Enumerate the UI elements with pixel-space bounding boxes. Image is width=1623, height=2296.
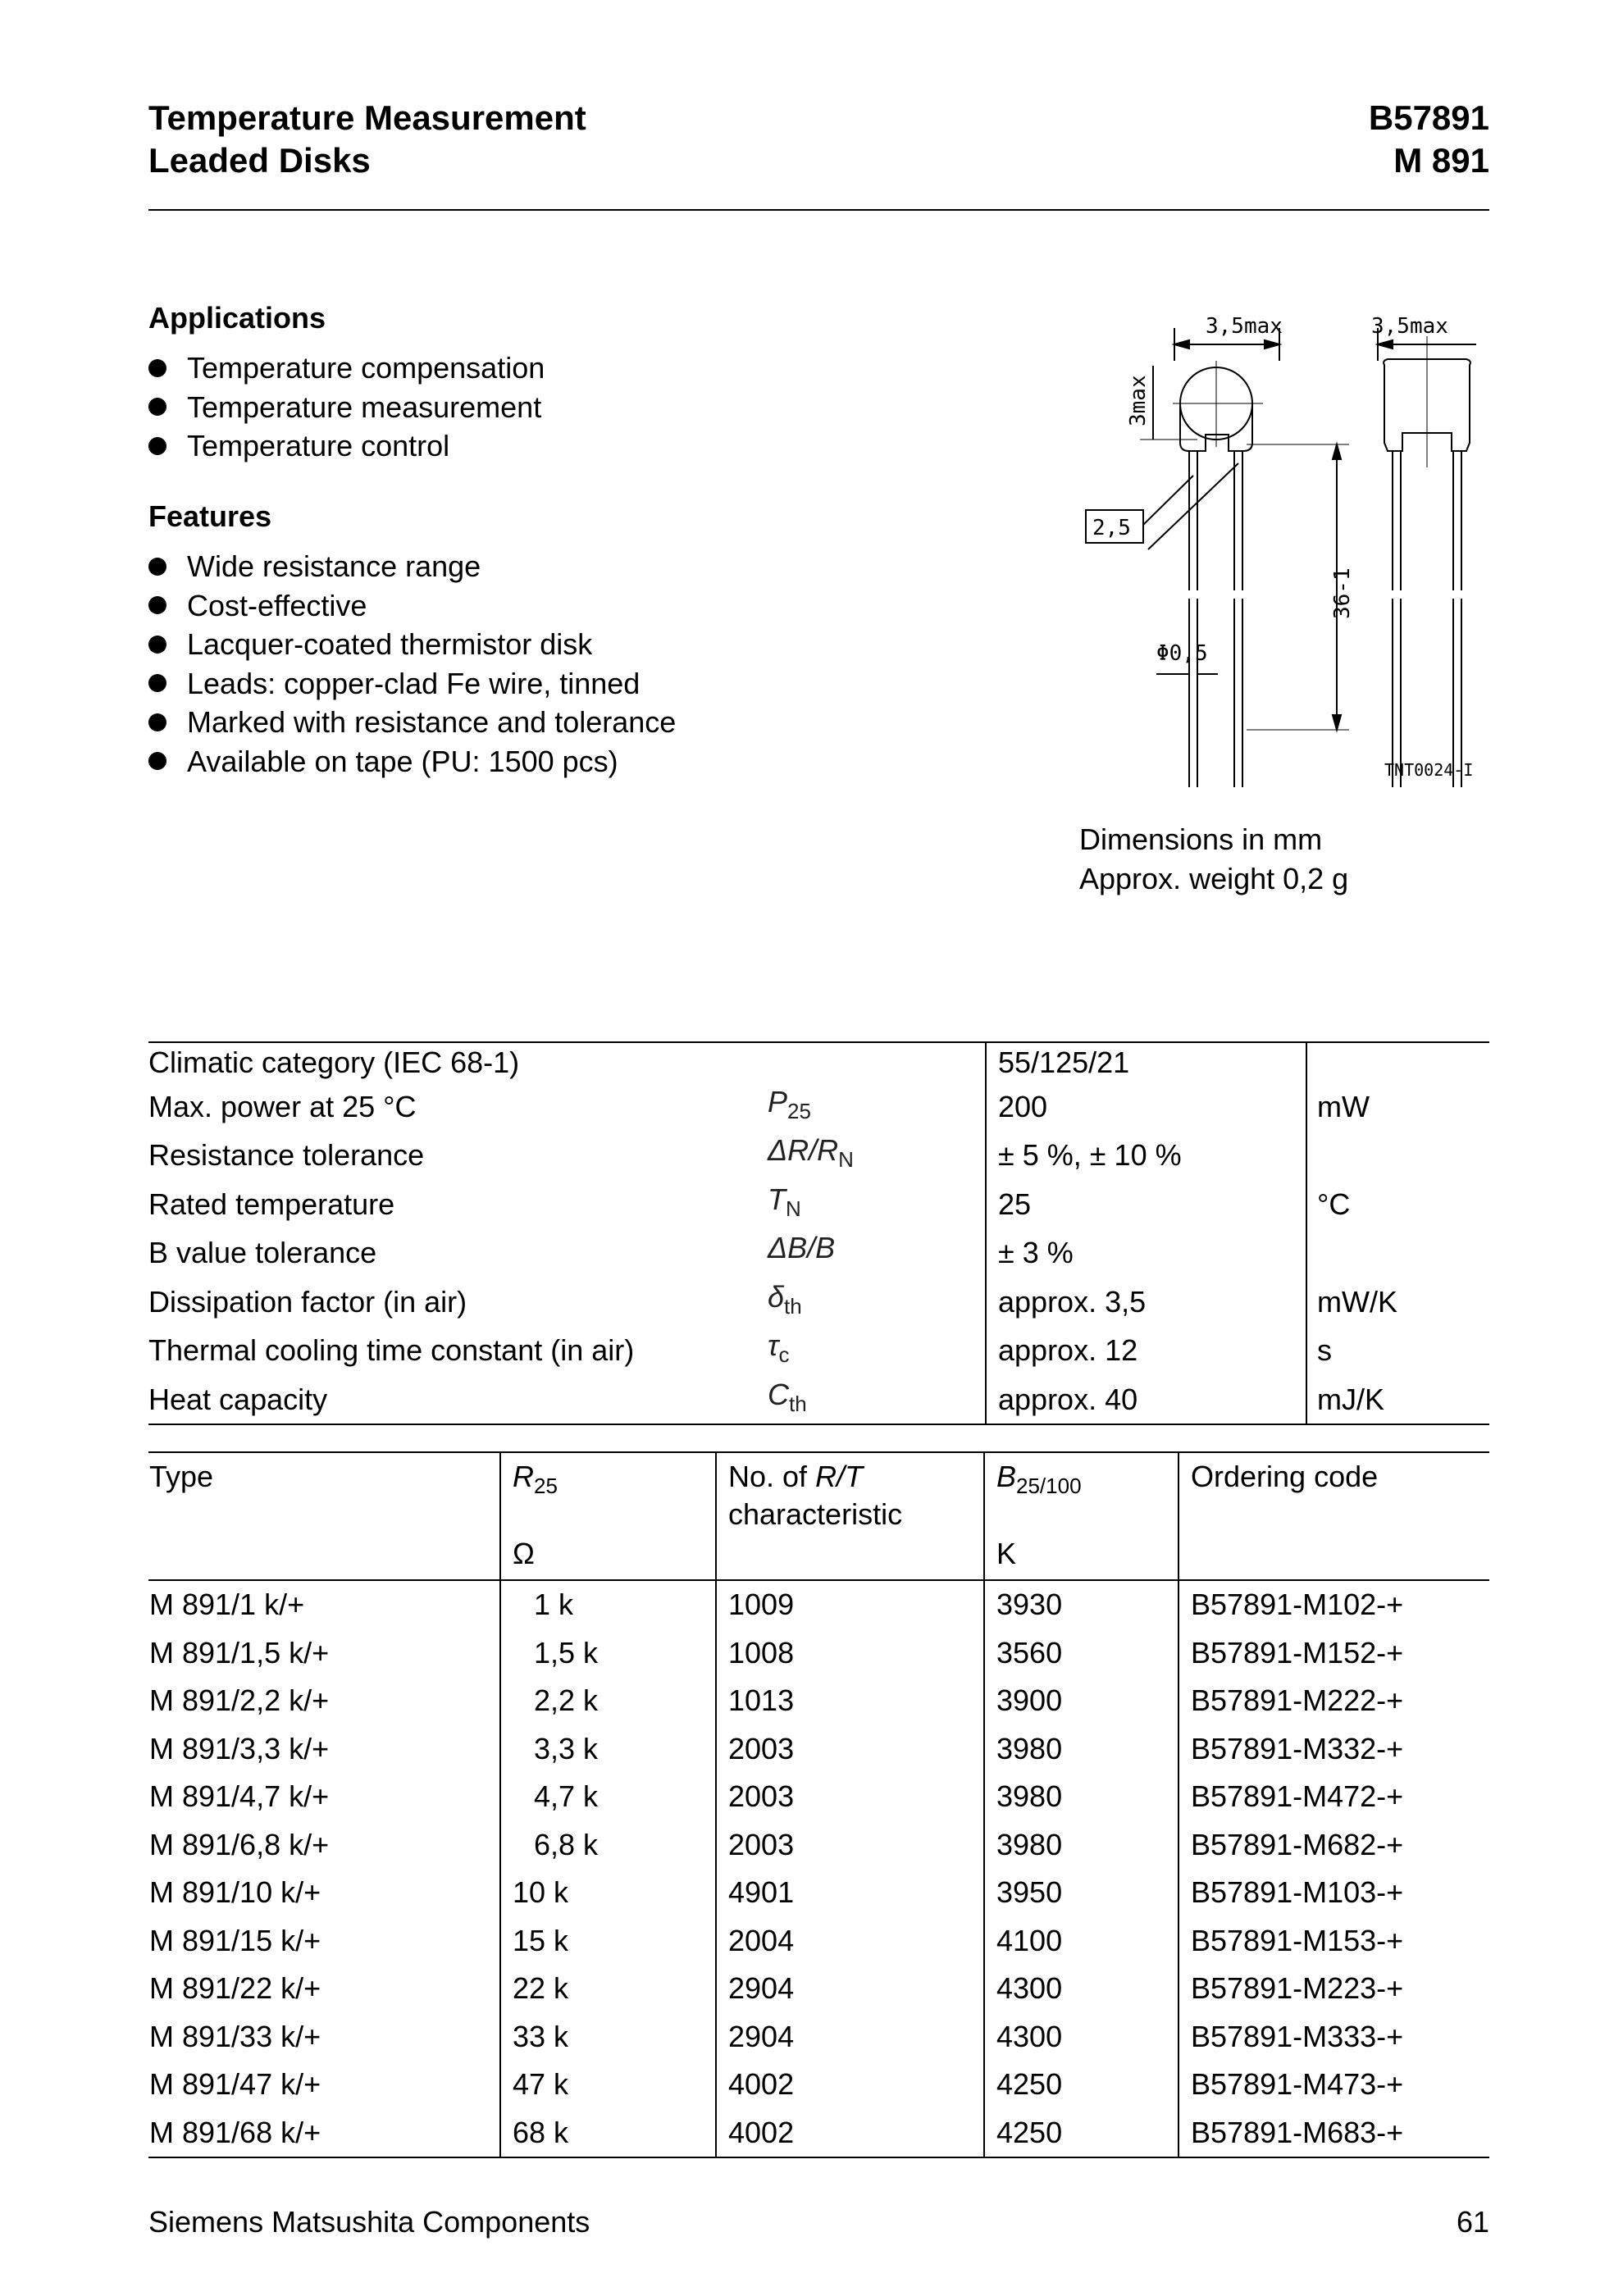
unit-kelvin: K (984, 1534, 1178, 1580)
dim-width-front-label: 3,5max (1206, 314, 1283, 339)
table-row (148, 1278, 1489, 1327)
features-heading: Features (148, 499, 272, 533)
bullet-icon (148, 713, 166, 731)
spec-symbol: ΔB/B (768, 1231, 836, 1264)
bullet-icon (148, 437, 166, 455)
table-row: M 891/3,3 k/+ 3,3 k 2003 3980 B57891-M332-+ (148, 1725, 1489, 1774)
list-item: Temperature measurement (148, 388, 545, 427)
spec-symbol: $\tau_c$ (768, 1328, 790, 1367)
arrow-icon (1333, 444, 1341, 459)
spec-value: 55/125/21 (986, 1042, 1306, 1082)
code-line-2: M 891 (1393, 141, 1489, 180)
arrow-icon (1265, 340, 1279, 348)
list-item: Cost-effective (148, 586, 676, 626)
page-number: 61 (1456, 2205, 1489, 2239)
table-row: M 891/10 k/+ 10 k 4901 3950 B57891-M103-+ (148, 1869, 1489, 1917)
dim-height-label: 3max (1126, 375, 1151, 426)
table-row: M 891/4,7 k/+ 4,7 k 2003 3980 B57891-M472-+ (148, 1773, 1489, 1821)
spec-symbol: $\Delta R/R_N$ (768, 1133, 854, 1172)
spec-param: Rated temperature (148, 1187, 395, 1221)
spec-unit: s (1306, 1326, 1489, 1375)
bullet-icon (148, 674, 166, 692)
table-row: M 891/22 k/+ 22 k 2904 4300 B57891-M223-+ (148, 1965, 1489, 2013)
dimensions-unit-text: Dimensions in mm (1079, 822, 1323, 856)
title-line-1: Temperature Measurement (148, 98, 586, 137)
spec-value: approx. 40 (986, 1375, 1306, 1425)
spec-value: 25 (986, 1180, 1306, 1229)
bullet-icon (148, 558, 166, 576)
spec-symbol (768, 1042, 986, 1082)
dimensions-note (1079, 820, 1348, 899)
list-item: Leads: copper-clad Fe wire, tinned (148, 664, 676, 704)
spec-param: Dissipation factor (in air) (148, 1284, 467, 1319)
spec-unit (1306, 1042, 1489, 1082)
table-row (148, 1131, 1489, 1180)
title-line-2: Leaded Disks (148, 141, 371, 180)
table-row: M 891/1,5 k/+ 1,5 k 1008 3560 B57891-M152-+ (148, 1629, 1489, 1678)
table-row (148, 1042, 1489, 1082)
table-unit-row (148, 1534, 1489, 1580)
spec-value: approx. 3,5 (986, 1278, 1306, 1327)
list-item: Available on tape (PU: 1500 pcs) (148, 742, 676, 781)
spec-value: ± 3 % (986, 1228, 1306, 1278)
list-item: Marked with resistance and tolerance (148, 703, 676, 742)
table-row: M 891/6,8 k/+ 6,8 k 2003 3980 B57891-M682-+ (148, 1821, 1489, 1870)
spec-param: Resistance tolerance (148, 1138, 425, 1172)
code-line-1: B57891 (1368, 98, 1489, 137)
spec-unit: °C (1306, 1180, 1489, 1229)
product-code (1369, 97, 1489, 182)
spec-unit: mW (1306, 1082, 1489, 1132)
arrow-icon (1333, 715, 1341, 730)
bullet-icon (148, 636, 166, 654)
list-item: Wide resistance range (148, 547, 676, 586)
table-row (148, 1082, 1489, 1132)
footer-company: Siemens Matsushita Components (148, 2205, 590, 2239)
header-type: Type (148, 1452, 500, 1534)
spec-value: approx. 12 (986, 1326, 1306, 1375)
arrow-icon (1378, 340, 1393, 348)
types-table (148, 1451, 1489, 2158)
bullet-icon (148, 359, 166, 377)
table-row (148, 1180, 1489, 1229)
header-b-value: $B_{25/100}$ (984, 1452, 1178, 1534)
spec-symbol: $C_{th}$ (768, 1375, 986, 1425)
table-row: M 891/2,2 k/+ 2,2 k 1013 3900 B57891-M222-+ (148, 1677, 1489, 1725)
spec-param: Heat capacity (148, 1375, 768, 1425)
document-title (148, 97, 586, 182)
list-item: Temperature control (148, 426, 545, 466)
header-rt-characteristic: No. of R/T characteristic (716, 1452, 984, 1534)
spec-param: Climatic category (IEC 68-1) (148, 1042, 768, 1082)
dim-pitch-label: 2,5 (1092, 516, 1131, 540)
spec-unit: mJ/K (1306, 1375, 1489, 1425)
table-row: M 891/1 k/+ 1 k 1009 3930 B57891-M102-+ (148, 1580, 1489, 1629)
spec-symbol: $T_N$ (768, 1182, 801, 1221)
drawing-id: TNT0024-I (1384, 760, 1474, 780)
bullet-icon (148, 752, 166, 770)
table-row: M 891/15 k/+ 15 k 2004 4100 B57891-M153-+ (148, 1917, 1489, 1966)
spec-param: B value tolerance (148, 1236, 377, 1269)
spec-unit: mW/K (1306, 1278, 1489, 1327)
spec-symbol: $\delta_{th}$ (768, 1279, 802, 1319)
header-divider (148, 209, 1489, 211)
applications-heading: Applications (148, 301, 326, 335)
spec-symbol: $P_{25}$ (768, 1084, 811, 1123)
table-row (148, 1375, 1489, 1425)
dim-length-label: 36-1 (1330, 567, 1355, 619)
bullet-icon (148, 398, 166, 416)
specifications-table (148, 1041, 1489, 1425)
features-list (148, 547, 676, 781)
table-header-row (148, 1452, 1489, 1534)
bullet-icon (148, 596, 166, 614)
table-row (148, 1228, 1489, 1278)
weight-text: Approx. weight 0,2 g (1079, 862, 1349, 895)
dim-width-side-label: 3,5max (1371, 314, 1448, 339)
spec-unit (1306, 1131, 1489, 1180)
unit-ohm: Ω (500, 1534, 716, 1580)
table-row (148, 1326, 1489, 1375)
header-ordering-code: Ordering code (1178, 1452, 1489, 1534)
dim-lead-dia-label: Φ0,5 (1156, 641, 1208, 666)
header-r25: $R_{25}$ (500, 1452, 716, 1534)
spec-param: Thermal cooling time constant (in air) (148, 1333, 635, 1367)
spec-value: 200 (986, 1082, 1306, 1132)
list-item: Lacquer-coated thermistor disk (148, 625, 676, 664)
spec-value: ± 5 %, ± 10 % (986, 1131, 1306, 1180)
spec-param: Max. power at 25 °C (148, 1089, 417, 1123)
table-row: M 891/47 k/+ 47 k 4002 4250 B57891-M473-+ (148, 2061, 1489, 2109)
table-row: M 891/33 k/+ 33 k 2904 4300 B57891-M333-+ (148, 2013, 1489, 2061)
list-item: Temperature compensation (148, 348, 545, 388)
leader-line (1143, 476, 1193, 525)
spec-unit (1306, 1228, 1489, 1278)
dimension-drawing (1066, 303, 1493, 795)
table-row: M 891/68 k/+ 68 k 4002 4250 B57891-M683-+ (148, 2109, 1489, 2158)
arrow-icon (1174, 340, 1189, 348)
applications-list (148, 348, 545, 466)
